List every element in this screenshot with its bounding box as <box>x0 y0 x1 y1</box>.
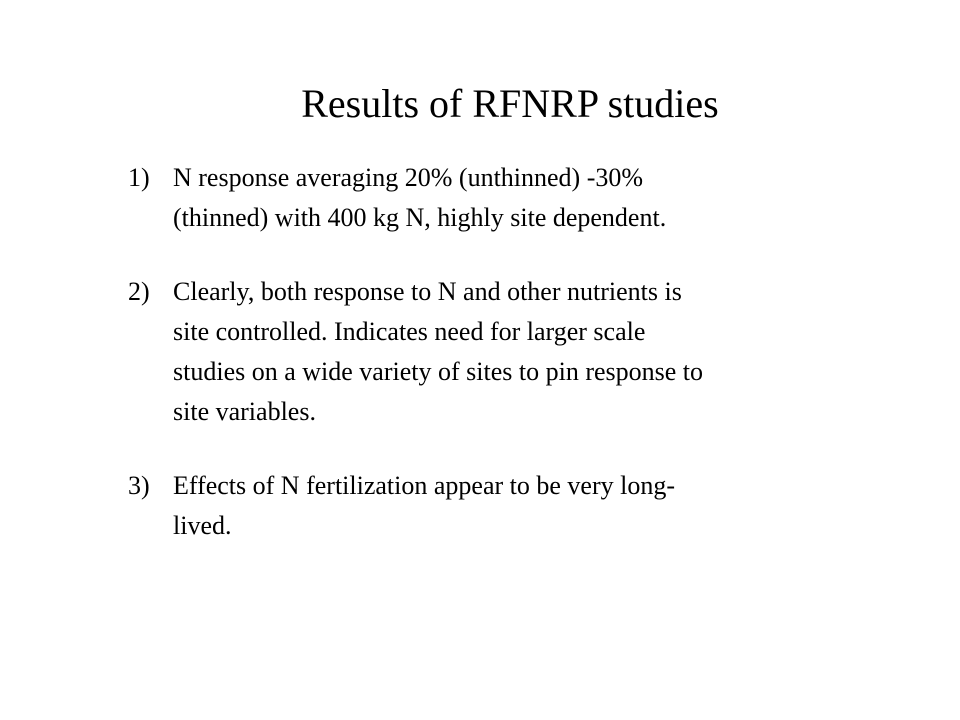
item-number: 2) <box>128 277 150 306</box>
slide-title: Results of RFNRP studies <box>301 81 719 126</box>
item-text-line: lived. <box>173 511 232 540</box>
item-text-line: studies on a wide variety of sites to pin response to <box>173 357 704 386</box>
item-number: 1) <box>128 163 150 192</box>
numbered-list-item <box>128 272 848 432</box>
item-text-line: site variables. <box>173 397 316 426</box>
numbered-list-item <box>128 158 848 238</box>
numbered-list-item <box>128 466 848 546</box>
item-text-line: site controlled. Indicates need for larger scale <box>173 317 646 346</box>
item-text-line: (thinned) with 400 kg N, highly site dependent. <box>173 203 667 232</box>
item-number: 3) <box>128 471 150 500</box>
item-text-line: Effects of N fertilization appear to be very long- <box>173 471 675 500</box>
item-text-line: Clearly, both response to N and other nutrients is <box>173 277 682 306</box>
item-text-line: N response averaging 20% (unthinned) -30% <box>173 163 644 192</box>
